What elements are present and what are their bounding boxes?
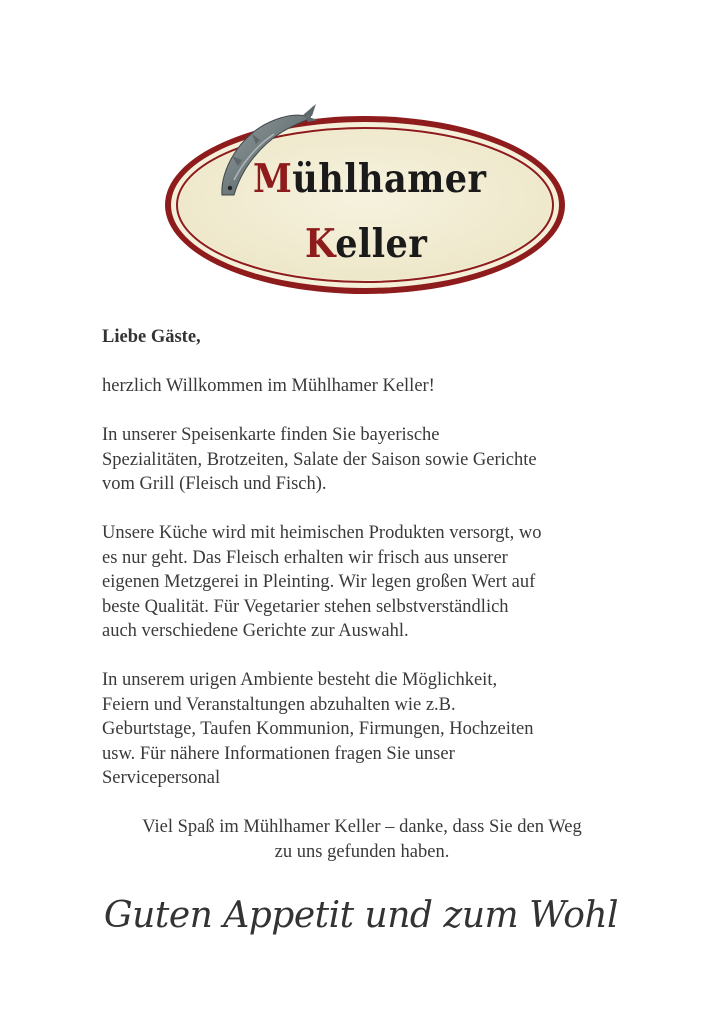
logo-title-line2	[305, 221, 427, 267]
paragraph-events-line: Servicepersonal	[102, 768, 221, 788]
paragraph-kitchen-line: es nur geht. Das Fleisch erhalten wir frisch aus unserer	[102, 547, 508, 568]
restaurant-logo	[160, 100, 570, 300]
closing-greeting: Guten Appetit und zum Wohl	[103, 895, 619, 936]
paragraph-kitchen-line: eigenen Metzgerei in Pleinting. Wir legen großen Wert auf	[102, 572, 536, 592]
paragraph-kitchen-line: beste Qualität. Für Vegetarier stehen selbstverständlich	[102, 596, 509, 617]
paragraph-kitchen-line: Unsere Küche wird mit heimischen Produkten versorgt, wo	[102, 523, 542, 543]
farewell-line: Viel Spaß im Mühlhamer Keller – danke, dass Sie den Weg	[142, 817, 582, 837]
paragraph-events-line: usw. Für nähere Informationen fragen Sie unser	[102, 743, 455, 764]
paragraph-kitchen-line: auch verschiedene Gerichte zur Auswahl.	[102, 621, 409, 641]
paragraph-menu-line: In unserer Speisenkarte finden Sie bayerische	[102, 425, 440, 445]
logo-text-k: eller	[335, 221, 428, 267]
farewell-line: zu uns gefunden haben.	[274, 841, 450, 862]
paragraph-menu-line: Spezialitäten, Brotzeiten, Salate der Saison sowie Gerichte	[102, 449, 537, 470]
logo-initial-m: M	[253, 156, 293, 202]
paragraph-events-line: Geburtstage, Taufen Kommunion, Firmungen, Hochzeiten	[102, 719, 534, 739]
paragraph-events-line: Feiern und Veranstaltungen abzuhalten wie z.B.	[102, 694, 456, 715]
welcome-letter	[102, 325, 622, 864]
greeting: Liebe Gäste,	[102, 327, 201, 347]
paragraph-menu-line: vom Grill (Fleisch und Fisch).	[102, 474, 327, 494]
logo-title-line1	[253, 156, 487, 202]
welcome-line: herzlich Willkommen im Mühlhamer Keller!	[102, 376, 435, 396]
logo-text-m: ühlhamer	[292, 156, 487, 202]
logo-initial-k: K	[305, 221, 336, 267]
paragraph-events-line: In unserem urigen Ambiente besteht die Möglichkeit,	[102, 670, 498, 690]
